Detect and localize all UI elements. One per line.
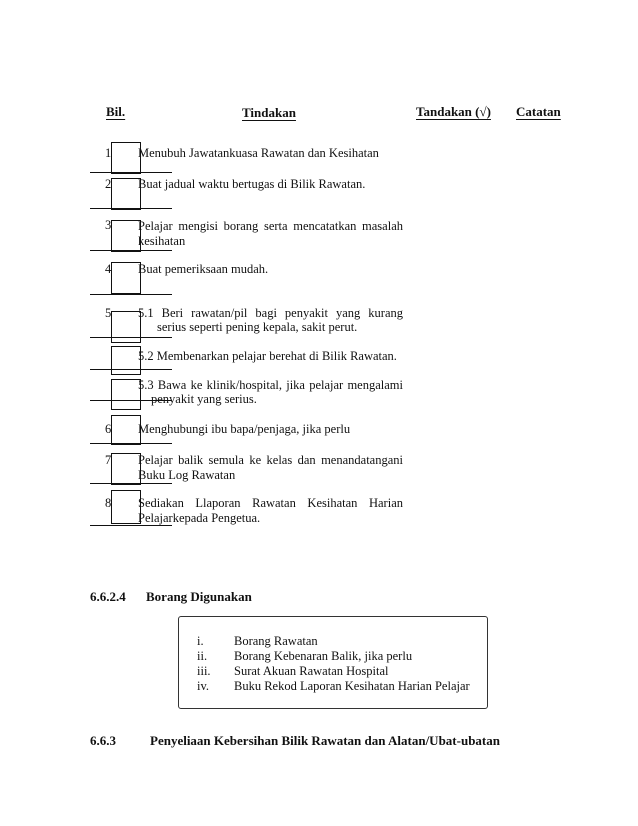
- checkbox-square: [111, 415, 141, 445]
- row-line: [90, 369, 172, 370]
- row-number: 6: [105, 422, 112, 436]
- row-number: 5: [105, 306, 112, 320]
- row-line: [90, 250, 172, 251]
- forms-list-box: [178, 616, 488, 709]
- row-text: 5.1 Beri rawatan/pil bagi penyakit yang kurang: [138, 306, 403, 320]
- row-line: [90, 483, 172, 484]
- row-text: 5.3 Bawa ke klinik/hospital, jika pelajar mengalami: [138, 378, 403, 392]
- row-line: [90, 208, 172, 209]
- header-bil: Bil.: [106, 104, 126, 119]
- row-text: Buat pemeriksaan mudah.: [138, 262, 269, 276]
- list-item: Borang Kebenaran Balik, jika perlu: [234, 649, 413, 663]
- row-number: 3: [105, 218, 112, 232]
- section-title: Borang Digunakan: [146, 589, 252, 604]
- row-text: Pelajar mengisi borang serta mencatatkan masalah: [138, 219, 403, 233]
- section-number: 6.6.3: [90, 733, 116, 748]
- checkbox-square: [111, 142, 141, 174]
- row-text: Menubuh Jawatankuasa Rawatan dan Kesihatan: [138, 146, 379, 160]
- list-numeral: ii.: [197, 649, 208, 663]
- list-numeral: iv.: [197, 679, 210, 693]
- row-text: Buat jadual waktu bertugas di Bilik Rawatan.: [138, 177, 366, 191]
- row-number: 1: [105, 146, 112, 160]
- checkbox-square: [111, 262, 141, 294]
- checkbox-square: [111, 178, 141, 210]
- row-line: [90, 294, 172, 295]
- row-text: Buku Log Rawatan: [138, 468, 236, 482]
- checkbox-square: [111, 220, 141, 252]
- checkbox-square: [111, 311, 141, 343]
- row-text: kesihatan: [138, 234, 186, 248]
- list-item: Borang Rawatan: [234, 634, 318, 648]
- row-text: Menghubungi ibu bapa/penjaga, jika perlu: [138, 422, 351, 436]
- row-line: [90, 337, 172, 338]
- checkbox-square: [111, 490, 141, 524]
- row-number: 2: [105, 177, 112, 191]
- row-number: 7: [105, 453, 112, 467]
- checkbox-square: [111, 453, 141, 485]
- checkbox-square: [111, 346, 141, 375]
- row-number: 8: [105, 496, 112, 510]
- row-text: penyakit yang serius.: [151, 392, 257, 406]
- section-title: Penyeliaan Kebersihan Bilik Rawatan dan Alatan/Ubat-ubatan: [150, 733, 500, 748]
- section-number: 6.6.2.4: [90, 589, 126, 604]
- row-text: 5.2 Membenarkan pelajar berehat di Bilik Rawatan.: [138, 349, 397, 363]
- row-text: serius seperti pening kepala, sakit perut.: [157, 320, 358, 334]
- list-numeral: i.: [197, 634, 204, 648]
- list-item: Surat Akuan Rawatan Hospital: [234, 664, 389, 678]
- header-catatan: Catatan: [516, 104, 561, 119]
- header-tandakan: Tandakan (√): [416, 104, 491, 119]
- row-line: [90, 443, 172, 444]
- row-line: [90, 172, 172, 173]
- checkbox-square: [111, 379, 141, 410]
- row-text: Sediakan Llaporan Rawatan Kesihatan Harian: [138, 496, 403, 510]
- row-number: 4: [105, 262, 112, 276]
- row-text: Pelajar balik semula ke kelas dan menandatangani: [138, 453, 403, 467]
- row-text: Pelajarkepada Pengetua.: [138, 511, 261, 525]
- list-item: Buku Rekod Laporan Kesihatan Harian Pelajar: [234, 679, 470, 693]
- header-tindakan: Tindakan: [242, 105, 296, 120]
- list-numeral: iii.: [197, 664, 211, 678]
